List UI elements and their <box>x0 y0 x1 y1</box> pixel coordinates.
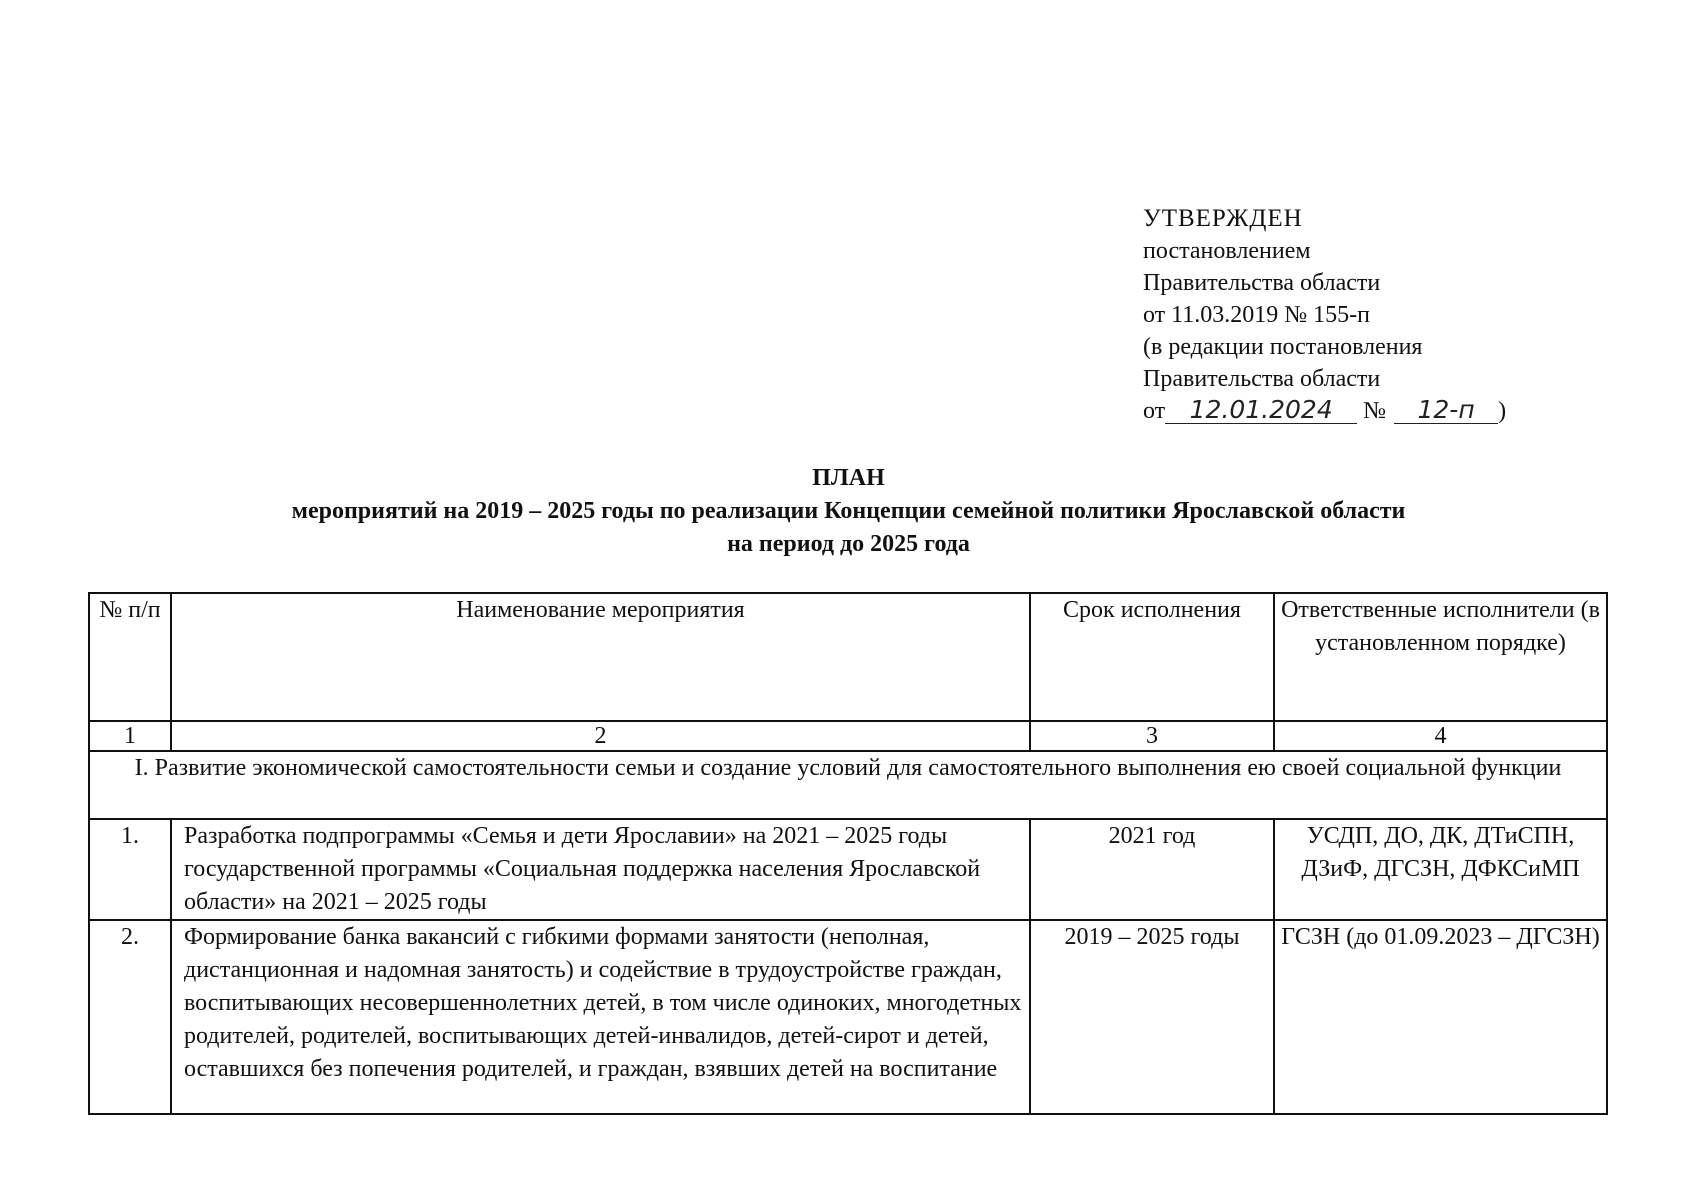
approval-stamp: УТВЕРЖДЕН <box>1143 205 1303 232</box>
header-name: Наименование мероприятия <box>171 593 1030 721</box>
header-num: № п/п <box>89 593 171 721</box>
column-number: 1 <box>89 721 171 751</box>
header-responsible: Ответственные исполнители (в установленном порядке) <box>1274 593 1607 721</box>
column-number: 2 <box>171 721 1030 751</box>
header-term: Срок исполнения <box>1030 593 1274 721</box>
row-responsible: УСДП, ДО, ДК, ДТиСПН, ДЗиФ, ДГСЗН, ДФКСиМП <box>1274 819 1607 920</box>
approval-line: Правительства области <box>1143 270 1381 296</box>
title-line-2: на период до 2025 года <box>727 531 970 557</box>
plan-table <box>88 592 1608 1115</box>
approval-line: от 11.03.2019 № 155-п <box>1143 302 1371 328</box>
row-number: 2. <box>89 920 171 1114</box>
from-label: от <box>1143 398 1166 424</box>
row-term: 2021 год <box>1030 819 1274 920</box>
row-term: 2019 – 2025 годы <box>1030 920 1274 1114</box>
column-number: 3 <box>1030 721 1274 751</box>
row-name: Разработка подпрограммы «Семья и дети Ярославии» на 2021 – 2025 годы государственной программы «Социальная поддержка населения Ярославской области» на 2021 – 2025 годы <box>171 819 1030 920</box>
handwritten-date: 12.01.2024 <box>1165 397 1357 424</box>
column-number: 4 <box>1274 721 1607 751</box>
approval-line: Правительства области <box>1143 366 1381 392</box>
title-line-1: мероприятий на 2019 – 2025 годы по реализации Концепции семейной политики Ярославской области <box>291 498 1406 524</box>
closing-paren: ) <box>1498 398 1507 424</box>
number-label: № <box>1363 398 1387 424</box>
section-row <box>89 751 1607 819</box>
row-number: 1. <box>89 819 171 920</box>
approval-line: (в редакции постановления <box>1143 334 1423 360</box>
table-header-row <box>89 593 1607 721</box>
table-row <box>89 819 1607 920</box>
row-responsible: ГСЗН (до 01.09.2023 – ДГСЗН) <box>1274 920 1607 1114</box>
column-number-row <box>89 721 1607 751</box>
row-name: Формирование банка вакансий с гибкими формами занятости (неполная, дистанционная и надомная занятость) и содействие в трудоустройстве граждан, воспитывающих несовершеннолетних детей, в том числе одиноких, многодетных родителей, родителей, воспитывающих детей-инвалидов, детей-сирот и детей, оставшихся без попечения родителей, и граждан, взявших детей на воспитание <box>171 920 1030 1114</box>
approval-line: постановлением <box>1143 238 1311 264</box>
approval-block <box>1143 203 1506 427</box>
approval-date-line <box>1143 395 1506 427</box>
title-heading: ПЛАН <box>812 465 885 491</box>
table-row <box>89 920 1607 1114</box>
handwritten-number: 12-п <box>1394 397 1498 424</box>
section-title: I. Развитие экономической самостоятельности семьи и создание условий для самостоятельного выполнения ею своей социальной функции <box>89 751 1607 819</box>
